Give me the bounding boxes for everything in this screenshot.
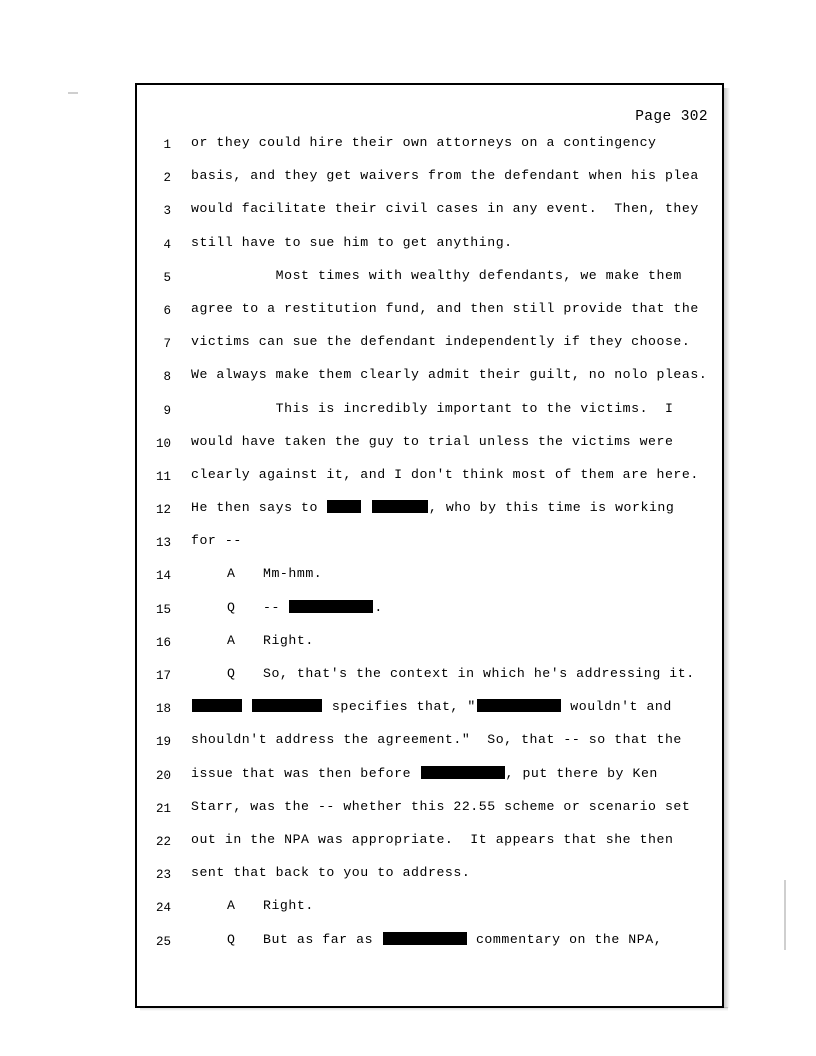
- transcript-frame: [135, 83, 724, 1008]
- line-number: 6: [163, 303, 171, 318]
- line-number: 23: [155, 868, 171, 883]
- line-number: 20: [155, 768, 171, 783]
- line-number: 9: [163, 403, 171, 418]
- line-number: 11: [155, 469, 171, 484]
- line-text: [227, 666, 695, 681]
- line-text: [191, 301, 699, 316]
- line-text: [191, 168, 699, 183]
- line-number: 21: [155, 801, 171, 816]
- line-text: [191, 201, 699, 216]
- line-text-run: or they could hire their own attorneys on a contingency: [191, 135, 657, 150]
- transcript-line: [137, 268, 722, 301]
- transcript-line: [137, 865, 722, 898]
- line-number: 4: [163, 237, 171, 252]
- transcript-line: [137, 766, 722, 799]
- speaker-label: Q: [227, 931, 236, 947]
- line-number: 19: [155, 735, 171, 750]
- line-text: [191, 467, 699, 482]
- transcript-line: [137, 467, 722, 500]
- redaction-block: [477, 699, 561, 712]
- line-number: 13: [155, 536, 171, 551]
- transcript-line: [137, 301, 722, 334]
- line-text-run: sent that back to you to address.: [191, 865, 471, 881]
- line-text-run: out in the NPA was appropriate. It appears that she then: [191, 831, 674, 847]
- line-text-run: for --: [191, 533, 242, 549]
- line-text-run: would facilitate their civil cases in any event. Then, they: [191, 201, 699, 217]
- transcript-line: [137, 367, 722, 400]
- transcript-lines: [137, 135, 722, 965]
- line-number: 7: [163, 337, 171, 352]
- speaker-label: A: [227, 898, 236, 914]
- line-text-run: basis, and they get waivers from the defendant when his plea: [191, 168, 699, 184]
- line-text-run: Starr, was the -- whether this 22.55 scheme or scenario set: [191, 798, 691, 814]
- line-text-run: We always make them clearly admit their guilt, no nolo pleas.: [191, 367, 708, 383]
- redaction-block: [372, 500, 428, 513]
- line-text-run: would have taken the guy to trial unless the victims were: [191, 433, 674, 449]
- line-number: 18: [155, 702, 171, 717]
- line-number: 1: [163, 138, 171, 152]
- speaker-label: A: [227, 632, 236, 648]
- transcript-line: [137, 235, 722, 268]
- line-number: 14: [155, 569, 171, 584]
- line-number: 8: [163, 370, 171, 385]
- line-text-run: victims can sue the defendant independently if they choose.: [191, 334, 691, 350]
- transcript-line: [137, 898, 722, 931]
- transcript-line: [137, 799, 722, 832]
- line-text: Q But as far as commentary on the NPA,: [227, 931, 663, 947]
- transcript-line: [137, 566, 722, 599]
- scan-speck: [68, 92, 78, 94]
- line-text: issue that was then before , put there by Ken: [191, 765, 658, 781]
- line-number: 16: [155, 635, 171, 650]
- transcript-line: [137, 135, 722, 168]
- line-text: [227, 633, 314, 648]
- line-text: [227, 898, 314, 913]
- line-text-run: This is incredibly important to the victims. I: [191, 400, 674, 416]
- line-number: 24: [155, 901, 171, 916]
- speaker-label: Q: [227, 666, 236, 681]
- transcript-line: [137, 832, 722, 865]
- scan-speck: [784, 880, 786, 950]
- speaker-label: Q: [227, 599, 236, 615]
- line-number: 5: [163, 270, 171, 285]
- line-text-run: still have to sue him to get anything.: [191, 234, 513, 250]
- line-text: specifies that, " wouldn't and: [191, 699, 672, 714]
- transcript-line: [137, 201, 722, 234]
- line-text: [191, 135, 657, 150]
- transcript-line: [137, 633, 722, 666]
- transcript-line: [137, 434, 722, 467]
- transcript-line: [137, 600, 722, 633]
- transcript-line: [137, 334, 722, 367]
- line-text-run: Right.: [263, 898, 314, 914]
- line-number: 12: [155, 503, 171, 518]
- line-text: [227, 566, 322, 581]
- scan-edge-right: [724, 88, 730, 1008]
- speaker-label: A: [227, 566, 236, 582]
- transcript-line: [137, 932, 722, 965]
- line-text: [191, 401, 673, 416]
- transcript-line: [137, 533, 722, 566]
- line-text: [191, 799, 690, 814]
- redaction-block: [289, 600, 373, 613]
- line-text-run: shouldn't address the agreement." So, that -- so that the: [191, 732, 682, 748]
- line-number: 15: [155, 602, 171, 617]
- line-text: [191, 732, 682, 747]
- redaction-block: [421, 766, 505, 779]
- line-number: 10: [155, 436, 171, 451]
- line-text-run: So, that's the context in which he's addressing it.: [263, 666, 695, 681]
- transcript-line: [137, 168, 722, 201]
- line-text: He then says to , who by this time is working: [191, 500, 675, 516]
- line-text: [191, 367, 707, 382]
- line-number: 2: [163, 171, 171, 186]
- line-text: [191, 434, 673, 449]
- line-number: 25: [155, 934, 171, 949]
- line-text: [191, 334, 690, 349]
- redaction-block: [252, 699, 322, 712]
- redaction-block: [192, 699, 242, 712]
- line-text: [191, 533, 242, 548]
- line-text-run: Mm-hmm.: [263, 566, 323, 582]
- transcript-line: [137, 401, 722, 434]
- line-number: 22: [155, 834, 171, 849]
- transcript-line: [137, 732, 722, 765]
- line-text: [191, 235, 513, 250]
- line-text-run: clearly against it, and I don't think most of them are here.: [191, 466, 699, 482]
- line-text-run: Most times with wealthy defendants, we make them: [191, 267, 682, 283]
- line-number: 17: [155, 669, 171, 683]
- line-text-run: Right.: [263, 632, 314, 648]
- line-text: [191, 268, 682, 283]
- transcript-line: [137, 500, 722, 533]
- redaction-block: [327, 500, 361, 513]
- line-number: 3: [163, 204, 171, 219]
- line-text: [191, 832, 673, 847]
- line-text: Q -- .: [227, 599, 383, 615]
- line-text: [191, 865, 470, 880]
- transcript-line: [137, 699, 722, 732]
- line-text-run: agree to a restitution fund, and then still provide that the: [191, 300, 699, 316]
- page-label: Page 302: [635, 109, 708, 125]
- redaction-block: [383, 932, 467, 945]
- transcript-line: [137, 666, 722, 699]
